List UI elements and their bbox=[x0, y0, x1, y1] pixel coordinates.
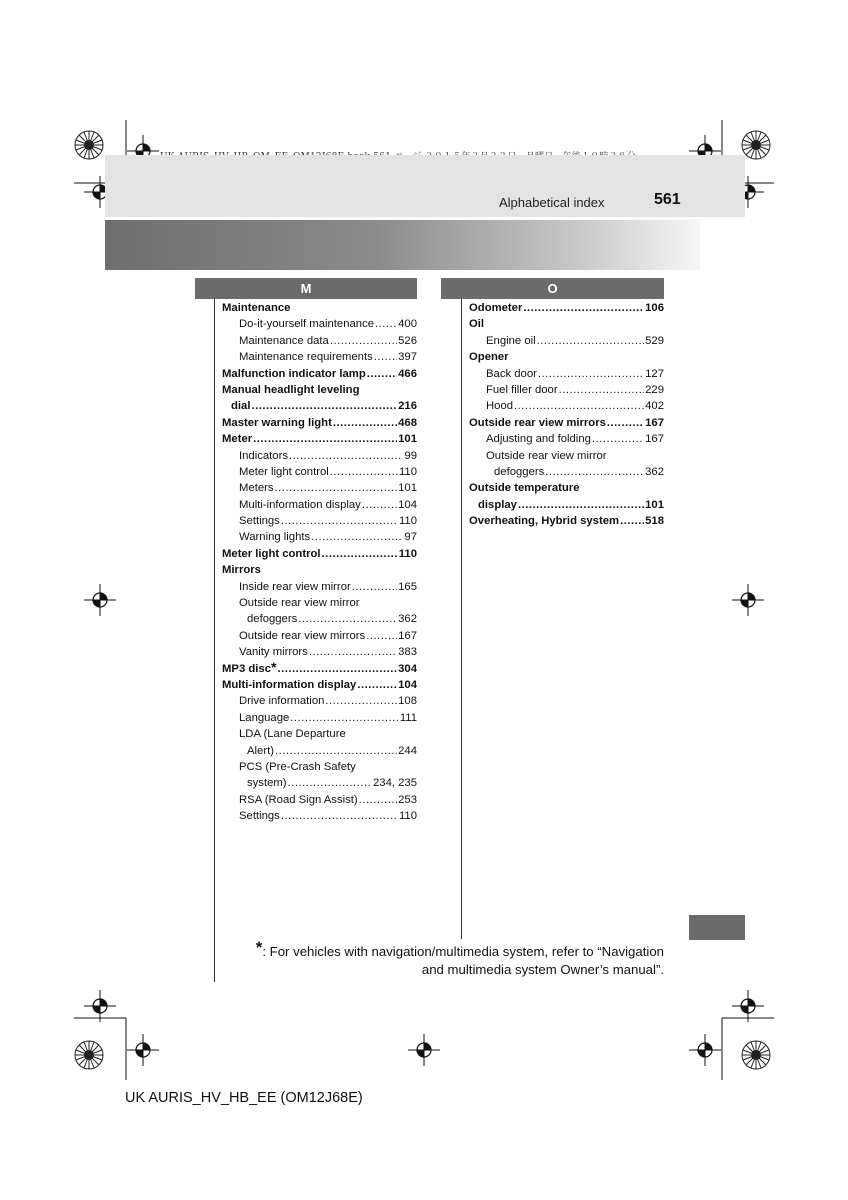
index-entry-term: Outside rear view mirror bbox=[486, 449, 607, 462]
index-entry-term: Indicators bbox=[239, 449, 288, 462]
index-entry-page: 383 bbox=[398, 646, 417, 659]
header-gradient-band bbox=[105, 220, 700, 270]
index-entry-term: Outside rear view mirrors bbox=[469, 416, 606, 429]
dot-leader bbox=[309, 644, 397, 660]
index-entry bbox=[222, 775, 417, 791]
dot-leader bbox=[330, 333, 397, 349]
index-entry-page: 106 bbox=[645, 302, 664, 314]
index-entry bbox=[469, 415, 664, 431]
index-entry-term: defoggers bbox=[494, 465, 545, 478]
dot-leader bbox=[523, 300, 644, 316]
index-entry bbox=[222, 792, 417, 808]
index-entry bbox=[222, 333, 417, 349]
index-entry-page: 97 bbox=[404, 531, 417, 544]
index-entry bbox=[469, 382, 664, 398]
index-entry bbox=[222, 497, 417, 513]
dot-leader bbox=[288, 775, 372, 791]
dot-leader bbox=[620, 513, 644, 529]
dot-leader bbox=[357, 677, 397, 693]
index-entry bbox=[222, 415, 417, 431]
index-entry-page: 110 bbox=[398, 515, 417, 528]
index-entry bbox=[469, 316, 664, 332]
dot-leader bbox=[374, 349, 397, 365]
page-section-title: Alphabetical index bbox=[499, 195, 605, 210]
index-entry bbox=[222, 480, 417, 496]
index-entry-page: 101 bbox=[398, 482, 417, 495]
index-entry bbox=[222, 579, 417, 595]
dot-leader bbox=[545, 464, 644, 480]
index-entry bbox=[222, 382, 417, 398]
section-letter-o: O bbox=[441, 278, 664, 299]
index-entry bbox=[222, 398, 417, 414]
index-entry bbox=[222, 513, 417, 529]
index-entry-term: Maintenance bbox=[222, 302, 291, 314]
dot-leader bbox=[253, 431, 397, 447]
index-entry-page: 244 bbox=[398, 744, 417, 757]
dot-leader bbox=[592, 431, 644, 447]
index-entry: MP3 disc * ..... 304 bbox=[222, 661, 417, 677]
index-entry bbox=[222, 808, 417, 824]
index-entry-page: 104 bbox=[398, 498, 417, 511]
index-entry-term: Engine oil bbox=[486, 334, 536, 347]
index-entry-term: Outside rear view mirrors bbox=[239, 629, 366, 642]
footnote bbox=[230, 938, 664, 979]
index-entry-term: Malfunction indicator lamp bbox=[222, 367, 366, 380]
dot-leader bbox=[289, 448, 403, 464]
index-entry bbox=[469, 398, 664, 414]
index-entry bbox=[222, 628, 417, 644]
dot-leader bbox=[607, 415, 644, 431]
index-entry-page: 397 bbox=[398, 351, 417, 364]
index-entry-page: 362 bbox=[645, 465, 664, 478]
index-entry bbox=[222, 431, 417, 447]
index-entry-page: 229 bbox=[645, 383, 664, 396]
column-divider-left bbox=[214, 299, 215, 982]
dot-leader bbox=[537, 333, 645, 349]
index-entry-page: 101 bbox=[645, 498, 664, 511]
index-entry-page: 108 bbox=[398, 695, 417, 708]
dot-leader bbox=[281, 808, 398, 824]
index-entry-page: 167 bbox=[398, 629, 417, 642]
index-entry bbox=[222, 448, 417, 464]
dot-leader bbox=[359, 792, 397, 808]
dot-leader bbox=[333, 415, 397, 431]
index-entry bbox=[469, 448, 664, 464]
index-entry bbox=[222, 546, 417, 562]
page-number: 561 bbox=[654, 191, 681, 208]
index-entry-page: 104 bbox=[398, 678, 417, 691]
registration-rosette-tl bbox=[75, 131, 103, 159]
index-entry bbox=[469, 431, 664, 447]
index-entry-term: Master warning light bbox=[222, 416, 332, 429]
index-entry-term: Manual headlight leveling bbox=[222, 383, 360, 396]
index-entry-term: defoggers bbox=[247, 613, 298, 626]
registration-target bbox=[84, 584, 116, 616]
index-entry-page: 402 bbox=[645, 400, 664, 413]
dot-leader bbox=[559, 382, 645, 398]
index-entry-term: Warning lights bbox=[239, 531, 311, 544]
index-entry bbox=[222, 595, 417, 611]
index-entry bbox=[469, 349, 664, 365]
index-entry-term: Settings bbox=[239, 810, 280, 823]
index-entry-term: Hood bbox=[486, 400, 514, 413]
thumb-index-tab bbox=[689, 915, 745, 940]
index-entry bbox=[222, 349, 417, 365]
dot-leader bbox=[290, 710, 399, 726]
index-entry-page: 167 bbox=[645, 433, 664, 446]
index-entry-term: Outside temperature bbox=[469, 482, 580, 495]
index-entry-term: Maintenance requirements bbox=[239, 351, 373, 364]
index-entry bbox=[222, 759, 417, 775]
index-entry-term: dial bbox=[231, 400, 251, 413]
index-entry-term: LDA (Lane Departure bbox=[239, 728, 346, 741]
dot-leader bbox=[322, 546, 398, 562]
index-entry-term: Opener bbox=[469, 351, 509, 364]
index-entry-term: Language bbox=[239, 711, 290, 724]
index-entry-page: 304 bbox=[398, 662, 417, 675]
dot-leader bbox=[281, 513, 398, 529]
footnote-line-2: and multimedia system Owner’s manual”. bbox=[421, 962, 664, 977]
index-entry bbox=[469, 513, 664, 529]
index-entry-term: Meter light control bbox=[222, 547, 321, 560]
index-entry-page: 99 bbox=[404, 449, 417, 462]
index-entry-term: Oil bbox=[469, 318, 485, 331]
registration-target bbox=[408, 1034, 440, 1066]
index-entry-page: 466 bbox=[398, 367, 417, 380]
index-entry bbox=[469, 300, 664, 316]
index-entry-term: Settings bbox=[239, 515, 280, 528]
index-entry bbox=[469, 497, 664, 513]
index-entry-term: RSA (Road Sign Assist) bbox=[239, 793, 358, 806]
index-entry-page: 167 bbox=[645, 416, 664, 429]
dot-leader bbox=[330, 464, 398, 480]
index-entry-term: Overheating, Hybrid system bbox=[469, 515, 620, 528]
registration-target bbox=[732, 990, 764, 1022]
index-entry bbox=[222, 743, 417, 759]
index-entry bbox=[222, 464, 417, 480]
index-entry-term: Outside rear view mirror bbox=[239, 597, 360, 610]
index-entry bbox=[222, 300, 417, 316]
dot-leader bbox=[362, 497, 397, 513]
index-entry-page: 362 bbox=[398, 613, 417, 626]
registration-target bbox=[689, 1034, 721, 1066]
index-entry bbox=[469, 480, 664, 496]
index-entry-term: Meter bbox=[222, 433, 253, 446]
index-entry-page: 400 bbox=[398, 318, 417, 331]
index-entry-page: 526 bbox=[398, 334, 417, 347]
index-entry-page: 110 bbox=[398, 465, 417, 478]
index-entry-term: Multi-information display bbox=[239, 498, 361, 511]
dot-leader bbox=[518, 497, 644, 513]
section-letter-m: M bbox=[195, 278, 417, 299]
registration-rosette-bl bbox=[75, 1041, 103, 1069]
index-column-o bbox=[469, 300, 664, 529]
index-column-m bbox=[222, 300, 417, 825]
index-entry-page: 234, 235 bbox=[373, 777, 417, 790]
registration-target bbox=[732, 584, 764, 616]
index-entry bbox=[222, 529, 417, 545]
index-entry-page: 110 bbox=[398, 810, 417, 823]
index-entry bbox=[222, 644, 417, 660]
index-entry-page: 165 bbox=[398, 580, 417, 593]
dot-leader bbox=[514, 398, 644, 414]
index-entry-term: Vanity mirrors bbox=[239, 646, 308, 659]
index-entry-term: Odometer bbox=[469, 302, 523, 314]
dot-leader bbox=[298, 611, 397, 627]
index-entry-term: Alert) bbox=[247, 744, 274, 757]
index-entry bbox=[222, 316, 417, 332]
index-entry bbox=[222, 562, 417, 578]
registration-target bbox=[84, 990, 116, 1022]
index-entry-term: Mirrors bbox=[222, 564, 261, 577]
index-entry-term: Drive information bbox=[239, 695, 325, 708]
index-entry-page: 110 bbox=[398, 547, 417, 560]
index-entry bbox=[222, 366, 417, 382]
registration-rosette-tr bbox=[742, 131, 770, 159]
index-entry-term: Back door bbox=[486, 367, 537, 380]
index-entry-page: 111 bbox=[399, 711, 417, 724]
column-divider-right bbox=[461, 299, 462, 939]
index-entry bbox=[222, 726, 417, 742]
footnote-line-1: *: For vehicles with navigation/multimedia system, refer to “Navigation bbox=[255, 938, 664, 959]
dot-leader bbox=[251, 398, 397, 414]
index-entry bbox=[469, 333, 664, 349]
footnote-star: * bbox=[255, 938, 263, 957]
index-entry-page: 468 bbox=[398, 416, 417, 429]
dot-leader bbox=[275, 743, 397, 759]
index-entry-page: 529 bbox=[645, 334, 664, 347]
index-entry-term: Multi-information display bbox=[222, 678, 357, 691]
index-entry-page: 127 bbox=[645, 367, 664, 380]
index-entry-term: Meter light control bbox=[239, 465, 329, 478]
index-entry bbox=[469, 366, 664, 382]
dot-leader bbox=[275, 480, 398, 496]
index-entry-term: Adjusting and folding bbox=[486, 433, 591, 446]
index-entry-term: Inside rear view mirror bbox=[239, 580, 351, 593]
index-entry bbox=[222, 693, 417, 709]
dot-leader bbox=[375, 316, 397, 332]
index-entry-term: display bbox=[478, 498, 517, 511]
index-entry-term: MP3 disc bbox=[222, 662, 271, 675]
registration-target bbox=[127, 1034, 159, 1066]
index-entry-page: 101 bbox=[398, 433, 417, 446]
index-entry bbox=[222, 710, 417, 726]
index-entry-term: Maintenance data bbox=[239, 334, 329, 347]
index-entry-term: Fuel filler door bbox=[486, 383, 558, 396]
index-entry-page: 216 bbox=[398, 400, 417, 413]
dot-leader bbox=[311, 529, 403, 545]
index-entry-page: 518 bbox=[645, 515, 664, 528]
index-entry-term: PCS (Pre-Crash Safety bbox=[239, 760, 356, 773]
dot-leader bbox=[367, 366, 397, 382]
dot-leader bbox=[352, 579, 397, 595]
header-strip bbox=[105, 155, 745, 217]
dot-leader bbox=[538, 366, 644, 382]
index-entry-page: 253 bbox=[398, 793, 417, 806]
document-code: UK AURIS_HV_HB_EE (OM12J68E) bbox=[125, 1090, 363, 1106]
index-entry bbox=[222, 611, 417, 627]
index-entry bbox=[222, 677, 417, 693]
dot-leader bbox=[366, 628, 397, 644]
registration-rosette-br bbox=[742, 1041, 770, 1069]
dot-leader bbox=[277, 661, 397, 677]
index-entry-term: Meters bbox=[239, 482, 274, 495]
index-entry-term: Do-it-yourself maintenance bbox=[239, 318, 374, 331]
index-entry bbox=[469, 464, 664, 480]
index-entry-term: system) bbox=[247, 777, 287, 790]
dot-leader bbox=[325, 693, 397, 709]
